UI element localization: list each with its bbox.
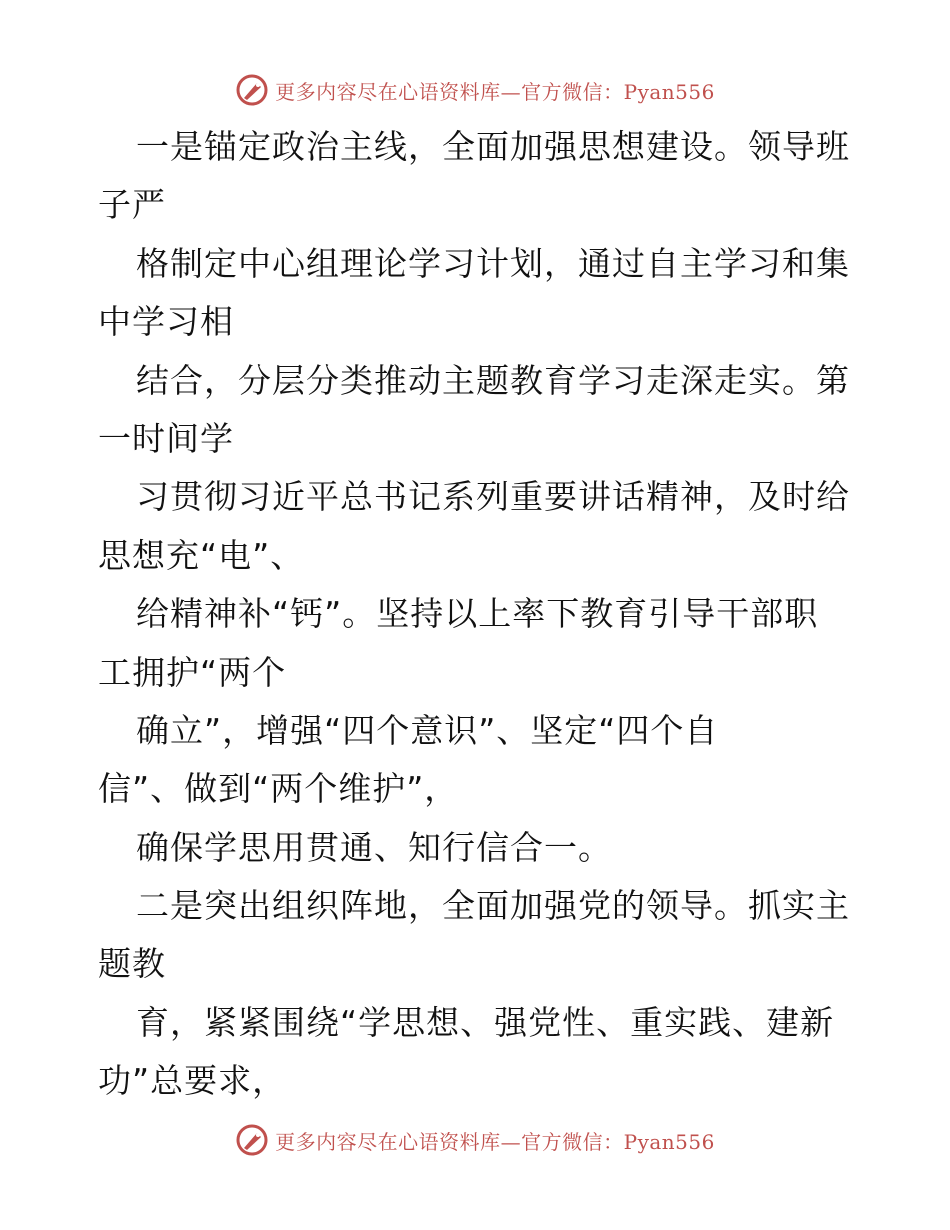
paragraph-line: 中学习相 bbox=[98, 302, 234, 342]
paragraph-line: 格制定中心组理论学习计划，通过自主学习和集 bbox=[136, 243, 850, 283]
pen-nib-logo-icon bbox=[235, 73, 269, 107]
footer-banner-text: 更多内容尽在心语资料库—官方微信：Pyan556 bbox=[275, 1129, 715, 1154]
paragraph-line: 思想充“电”、 bbox=[98, 535, 305, 575]
paragraph-line: 题教 bbox=[98, 944, 166, 984]
paragraph-line: 功”总要求， bbox=[98, 1061, 287, 1101]
header-banner-text: 更多内容尽在心语资料库—官方微信：Pyan556 bbox=[275, 79, 715, 104]
paragraph-line: 一是锚定政治主线，全面加强思想建设。领导班 bbox=[136, 127, 850, 166]
paragraph-line: 一时间学 bbox=[98, 418, 234, 458]
header-banner bbox=[0, 70, 950, 110]
footer-banner bbox=[0, 1120, 950, 1160]
paragraph-line: 给精神补“钙”。坚持以上率下教育引导干部职 bbox=[136, 594, 819, 634]
paragraph-line: 习贯彻习近平总书记系列重要讲话精神，及时给 bbox=[136, 477, 850, 517]
body-text bbox=[98, 118, 858, 1111]
paragraph-line: 结合，分层分类推动主题教育学习走深走实。第 bbox=[136, 360, 850, 400]
paragraph-line: 二是突出组织阵地，全面加强党的领导。抓实主 bbox=[136, 886, 850, 926]
paragraph-line: 工拥护“两个 bbox=[98, 652, 287, 692]
paragraph-line: 确保学思用贯通、知行信合一。 bbox=[136, 827, 612, 867]
paragraph-line: 信”、做到“两个维护”， bbox=[98, 769, 459, 809]
pen-nib-logo-icon bbox=[235, 1123, 269, 1157]
paragraph-line: 子严 bbox=[98, 185, 166, 225]
paragraph-line: 确立”，增强“四个意识”、坚定“四个自 bbox=[136, 710, 719, 750]
paragraph-line: 育，紧紧围绕“学思想、强党性、重实践、建新 bbox=[136, 1002, 835, 1042]
